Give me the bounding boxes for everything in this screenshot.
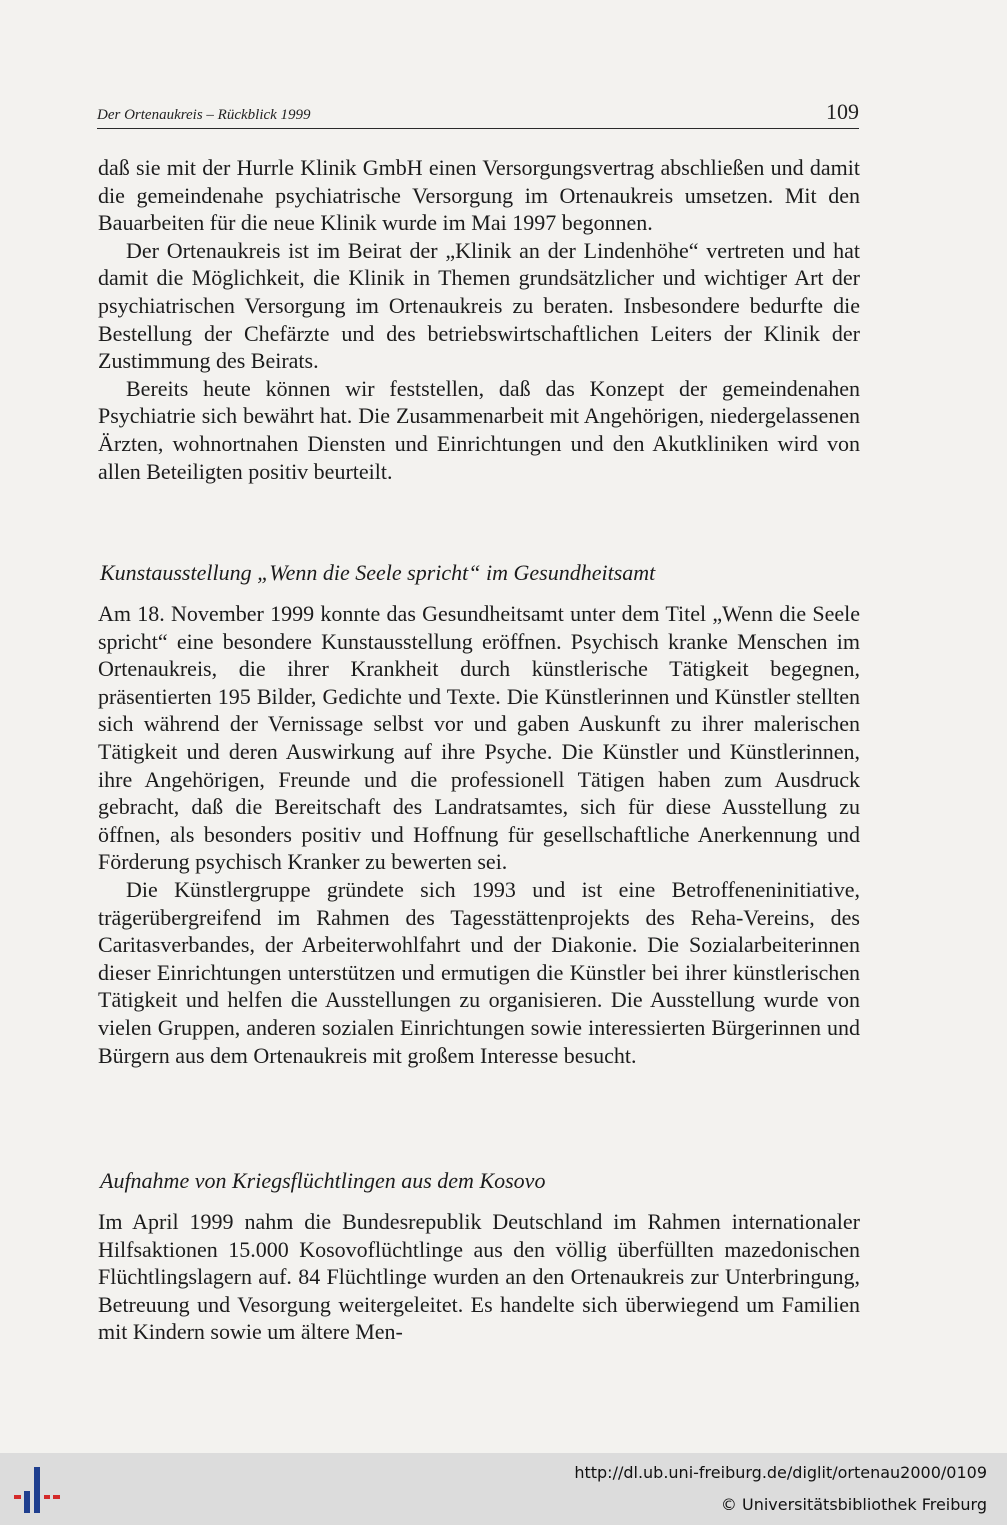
source-url-link[interactable]: http://dl.ub.uni-freiburg.de/diglit/ortenau2000/0109 xyxy=(574,1463,987,1482)
section-kunstausstellung-text xyxy=(98,600,860,1069)
section-heading-kunstausstellung: Kunstausstellung „Wenn die Seele spricht“ im Gesundheitsamt xyxy=(100,560,656,585)
paragraph: Am 18. November 1999 konnte das Gesundheitsamt unter dem Titel „Wenn die Seele spricht“ eine besondere Kunstausstellung eröffnen. Psychisch kranke Menschen im Ortenaukreis, die ihrer Krankheit durch künstlerische Tätigkeit begegnen, präsentierten 195 Bilder, Gedichte und Texte. Die Künstlerinnen und Künstler stellten sich während der Vernissage selbst vor und gaben Auskunft zu ihrer malerischen Tätigkeit und deren Auswirkung auf ihre Psyche. Die Künstler und Künstlerinnen, ihre Angehörigen, Freunde und die professionell Tätigen haben zum Ausdruck gebracht, daß die Bereitschaft des Landratsamtes, sich für diese Ausstellung zu öffnen, als besonders positiv und Hoffnung für gesellschaftliche Anerkennung und Förderung psychisch Kranker zu bewerten sei. xyxy=(98,601,860,875)
paragraph: Bereits heute können wir feststellen, daß das Konzept der gemeindenahen Psychiatrie sich bewährt hat. Die Zusammenarbeit mit Angehörigen, niedergelassenen Ärzten, wohnortnahen Diensten und Einrichtungen und den Akutkliniken wird von allen Beteiligten positiv beurteilt. xyxy=(98,375,860,484)
page-number: 109 xyxy=(826,99,859,124)
paragraph: daß sie mit der Hurrle Klinik GmbH einen Versorgungsvertrag abschließen und damit die gemeindenahe psychiatrische Versorgung im Ortenaukreis umsetzen. Mit den Bauarbeiten für die neue Klinik wurde im Mai 1997 begonnen. xyxy=(98,155,860,236)
copyright-notice: © Universitätsbibliothek Freiburg xyxy=(720,1495,987,1514)
ub-freiburg-logo-icon xyxy=(12,1465,64,1515)
section-kosovo-text xyxy=(98,1208,860,1346)
running-header xyxy=(97,96,859,129)
paragraph: Die Künstlergruppe gründete sich 1993 und ist eine Betroffeneninitiative, trägerübergreifend im Rahmen des Tagesstättenprojekts des Reha-Vereins, des Caritasverbandes, der Arbeiterwohlfahrt und der Diakonie. Die Sozialarbeiterinnen dieser Einrichtungen unterstützen und ermutigen die Künstler bei ihrer künstlerischen Tätigkeit und helfen die Ausstellungen zu organisieren. Die Ausstellung wurde von vielen Gruppen, anderen sozialen Einrichtungen sowie interessierten Bürgerinnen und Bürgern aus dem Ortenaukreis mit großem Interesse besucht. xyxy=(98,876,860,1068)
running-title: Der Ortenaukreis – Rückblick 1999 xyxy=(97,107,311,123)
paragraph: Im April 1999 nahm die Bundesrepublik Deutschland im Rahmen internationaler Hilfsaktionen 15.000 Kosovoflüchtlinge aus den völlig überfüllten mazedonischen Flüchtlingslagern auf. 84 Flüchtlinge wurden an den Ortenaukreis zur Unterbringung, Betreuung und Vesorgung weitergeleitet. Es handelte sich überwiegend um Familien mit Kindern sowie um ältere Men- xyxy=(98,1209,860,1345)
paragraph: Der Ortenaukreis ist im Beirat der „Klinik an der Lindenhöhe“ vertreten und hat damit die Möglichkeit, die Klinik in Themen grundsätzlicher und wichtiger Art der psychiatrischen Versorgung im Ortenaukreis zu beraten. Insbesondere bedurfte die Bestellung der Chefärzte und des betriebswirtschaftlichen Leiters der Klinik der Zustimmung des Beirats. xyxy=(98,237,860,374)
digitization-footer xyxy=(0,1453,1007,1525)
section-psychiatrie-text xyxy=(98,154,860,485)
section-heading-kosovo: Aufnahme von Kriegsflüchtlingen aus dem Kosovo xyxy=(100,1168,546,1193)
